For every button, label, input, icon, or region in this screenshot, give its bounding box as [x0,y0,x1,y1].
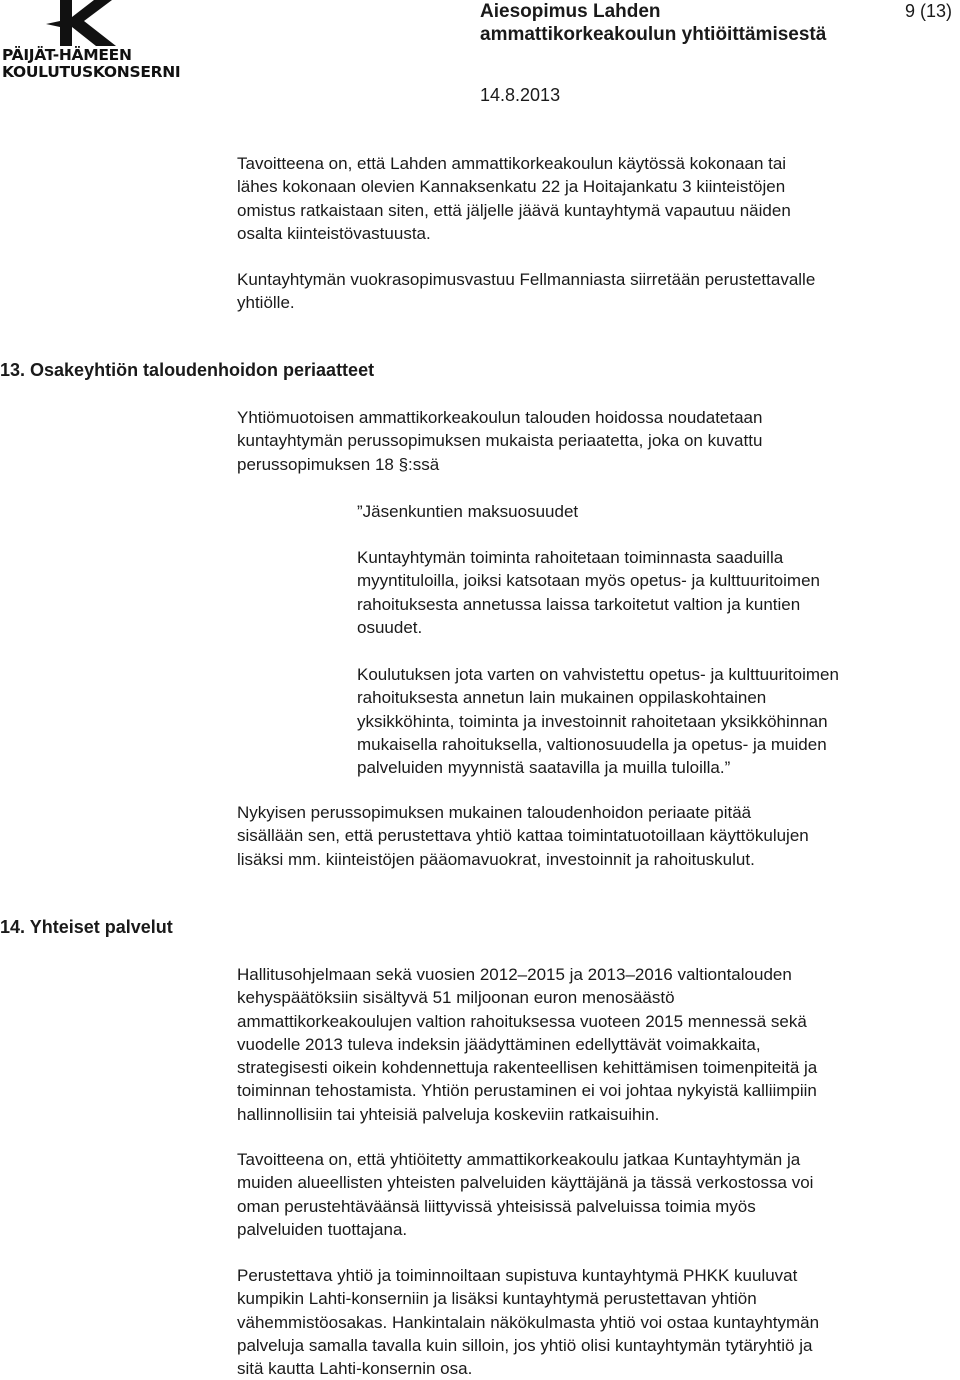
document-title-line1: Aiesopimus Lahden [480,1,661,22]
text-line: toiminnan tehostamista. Yhtiön perustaminen ei voi johtaa nykyistä kalliimpiin [237,1081,817,1101]
text-line: Tavoitteena on, että Lahden ammattikorkeakoulun käytössä kokonaan tai [237,154,787,173]
section-13-paragraph-2 [237,801,809,871]
logo-org-line1: PÄIJÄT-HÄMEEN [2,46,132,64]
intro-paragraph-2 [237,268,815,315]
quote-title: ”Jäsenkuntien maksuosuudet [357,502,579,521]
organization-logo [0,0,180,82]
section-14-paragraph-3 [237,1264,819,1380]
section-14-heading: 14. Yhteiset palvelut [0,917,173,937]
text-line: Koulutuksen jota varten on vahvistettu opetus- ja kulttuuritoimen [357,665,839,684]
text-line: lisäksi mm. kiinteistöjen pääomavuokrat, investoinnit ja rahoituskulut. [237,849,755,869]
text-line: myyntituloilla, joiksi katsotaan myös opetus- ja kulttuuritoimen [357,571,820,591]
text-line: lähes kokonaan olevien Kannaksenkatu 22 ja Hoitajankatu 3 kiinteistöjen [237,177,786,197]
text-line: sisällään sen, että perustettava yhtiö kattaa toimintatuotoillaan käyttökulujen [237,826,809,846]
text-line: palveluiden myynnistä saatavilla ja muilla tuloilla.” [357,758,731,778]
text-line: strategisesti oikein kohdennettuja rakenteellisen kehittämisen toimenpiteitä ja [237,1058,818,1078]
text-line: kumpikin Lahti-konserniin ja lisäksi kuntayhtymä perustettavan yhtiön [237,1289,757,1309]
text-line: osalta kiinteistövastuusta. [237,223,431,243]
text-line: yhtiölle. [237,293,295,313]
intro-paragraph-1 [237,152,791,245]
text-line: Hallitusohjelmaan sekä vuosien 2012–2015 ja 2013–2016 valtiontalouden [237,965,792,984]
text-line: Perustettava yhtiö ja toiminnoiltaan supistuva kuntayhtymä PHKK kuuluvat [237,1266,798,1285]
document-title [480,0,826,46]
quote-paragraph-1 [357,546,820,639]
text-line: palveluja samalla tavalla kuin silloin, jos yhtiö olisi kuntayhtymän tytäryhtiö ja [237,1335,813,1355]
logo-org-line2: KOULUTUSKONSERNI [2,63,181,81]
quote-paragraph-2 [357,663,839,779]
text-line: Kuntayhtymän toiminta rahoitetaan toiminnasta saaduilla [357,548,784,567]
text-line: Tavoitteena on, että yhtiöitetty ammattikorkeakoulu jatkaa Kuntayhtymän ja [237,1150,801,1169]
section-13-paragraph-1 [237,406,762,476]
text-line: perussopimuksen 18 §:ssä [237,454,440,474]
section-14-paragraph-1 [237,963,817,1126]
text-line: palveluiden tuottajana. [237,1219,408,1239]
page-number: 9 (13) [904,1,952,21]
text-line: omistus ratkaistaan siten, että jäljelle jäävä kuntayhtymä vapautuu näiden [237,200,791,220]
text-line: kuntayhtymän perussopimuksen mukaista periaatetta, joka on kuvattu [237,431,763,451]
text-line: osuudet. [357,617,423,637]
text-line: ammattikorkeakoulujen valtion rahoituksessa vuoteen 2015 mennessä sekä [237,1011,807,1031]
document-date: 14.8.2013 [480,85,561,105]
text-line: vähemmistöosakas. Hankintalain näkökulmasta yhtiö voi ostaa kuntayhtymän [237,1312,820,1332]
text-line: rahoituksesta annetussa laissa tarkoitetut valtion ja kuntien [357,594,801,614]
text-line: Yhtiömuotoisen ammattikorkeakoulun talouden hoidossa noudatetaan [237,408,763,427]
text-line: kehyspäätöksiin sisältyvä 51 miljoonan euron menosäästö [237,988,675,1008]
text-line: rahoituksesta annetun lain mukainen oppilaskohtainen [357,688,767,708]
text-line: yksikköhinta, toiminta ja investoinnit rahoitetaan yksikköhinnan [357,711,828,731]
text-line: muiden alueellisten yhteisten palveluiden käyttäjänä ja tässä verkostossa voi [237,1173,814,1193]
text-line: Kuntayhtymän vuokrasopimusvastuu Fellmanniasta siirretään perustettavalle [237,270,816,289]
text-line: oman perustehtäväänsä liittyvissä yhteisissä palveluissa toimia myös [237,1196,756,1216]
text-line: sitä kautta Lahti-konsernin osa. [237,1359,473,1379]
k-emblem-icon [46,0,118,46]
section-14-paragraph-2 [237,1148,813,1241]
text-line: vuodelle 2013 tuleva indeksin jäädyttäminen edellyttävät voimakkaita, [237,1034,761,1054]
text-line: mukaisella rahoituksella, valtionosuudella ja opetus- ja muiden [357,734,827,754]
text-line: Nykyisen perussopimuksen mukainen taloudenhoidon periaate pitää [237,803,752,822]
text-line: hallinnollisiin tai yhteisiä palveluja koskeviin ratkaisuihin. [237,1104,660,1124]
section-13-heading: 13. Osakeyhtiön taloudenhoidon periaatteet [0,360,375,380]
document-title-line2: ammattikorkeakoulun yhtiöittämisestä [480,24,827,45]
